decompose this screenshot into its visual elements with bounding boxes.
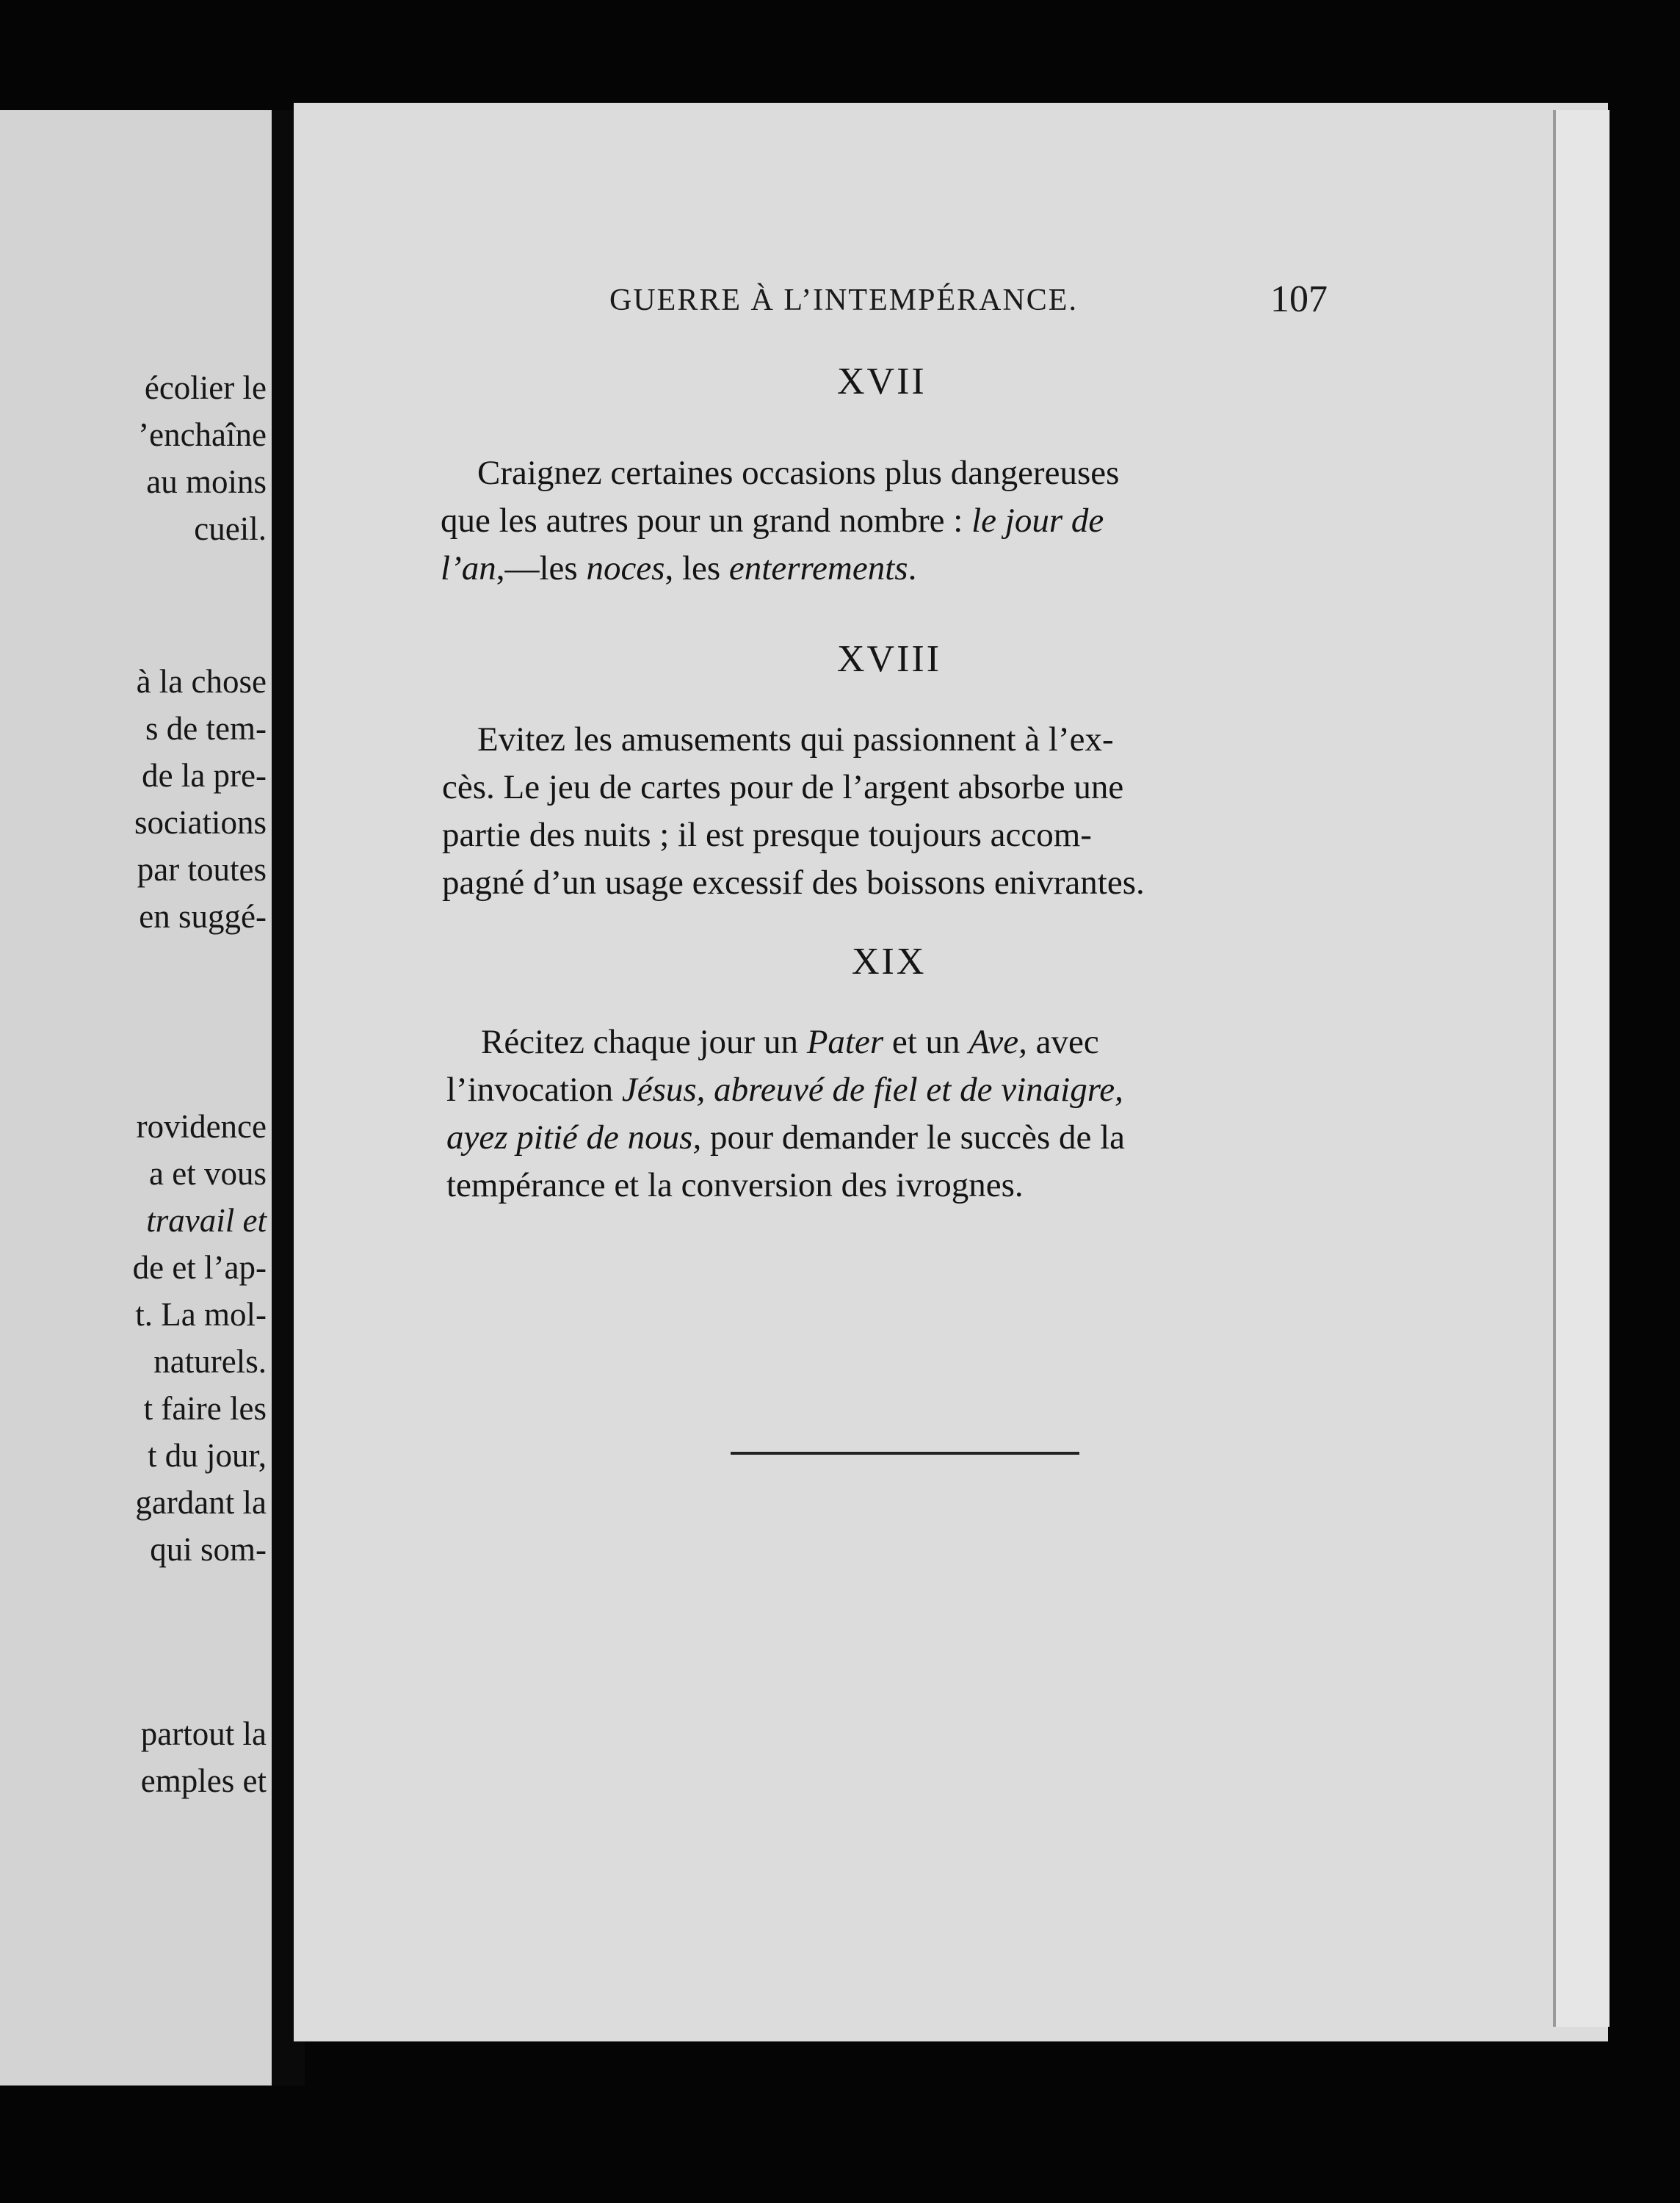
text-line: l’an,—les noces, les enterrements. (441, 549, 917, 587)
page-stack-edge (1553, 110, 1611, 2027)
text-line: Evitez les amusements qui passionnent à l’ex- (477, 720, 1114, 759)
left-text-line: t. La mol- (135, 1296, 267, 1333)
end-rule (731, 1452, 1079, 1455)
section-number: XVIII (837, 638, 942, 680)
left-text-line: t faire les (143, 1390, 267, 1427)
left-text-line: rovidence (136, 1108, 267, 1145)
scan-border (1610, 0, 1680, 2203)
left-text-line: partout la (140, 1715, 267, 1752)
left-text-line: s de tem- (145, 710, 267, 747)
text-line: pagné d’un usage excessif des boissons enivrantes. (442, 864, 1145, 902)
left-text-line: à la chose (136, 663, 267, 700)
left-text-line: qui som- (150, 1531, 267, 1568)
section-number: XVII (837, 361, 927, 402)
text-line: ayez pitié de nous, pour demander le succès de la (446, 1118, 1126, 1157)
left-text-line: emples et (140, 1762, 267, 1799)
left-text-line: au moins (146, 463, 267, 500)
left-text-line: sociations (134, 804, 267, 841)
text-line: tempérance et la conversion des ivrognes. (446, 1166, 1024, 1204)
left-text-line: par toutes (137, 851, 267, 888)
left-text-line: cueil. (194, 510, 267, 547)
left-text-line: de la pre- (142, 757, 267, 794)
running-title: GUERRE À L’INTEMPÉRANCE. (609, 283, 1078, 317)
text-line: l’invocation Jésus, abreuvé de fiel et de vinaigre, (446, 1071, 1123, 1109)
left-text-line: ’enchaîne (138, 416, 267, 453)
left-text-line: a et vous (149, 1155, 267, 1192)
text-line: partie des nuits ; il est presque toujours accom- (442, 816, 1092, 854)
section-number: XIX (852, 941, 927, 983)
text-line: Craignez certaines occasions plus dangereuses (477, 454, 1120, 492)
left-text-line: écolier le (144, 369, 267, 406)
left-text-line: en suggé- (139, 898, 267, 935)
left-page-fragment (0, 110, 283, 2086)
page-number: 107 (1270, 278, 1328, 320)
left-text-line: t du jour, (148, 1437, 267, 1474)
left-text-line: naturels. (153, 1343, 267, 1380)
left-text-line: gardant la (135, 1484, 267, 1521)
left-text-line: de et l’ap- (132, 1249, 267, 1286)
left-text-line: travail et (146, 1202, 267, 1239)
text-line: cès. Le jeu de cartes pour de l’argent absorbe une (442, 768, 1124, 806)
text-line: que les autres pour un grand nombre : le jour de (441, 502, 1104, 540)
text-line: Récitez chaque jour un Pater et un Ave, avec (481, 1023, 1099, 1061)
